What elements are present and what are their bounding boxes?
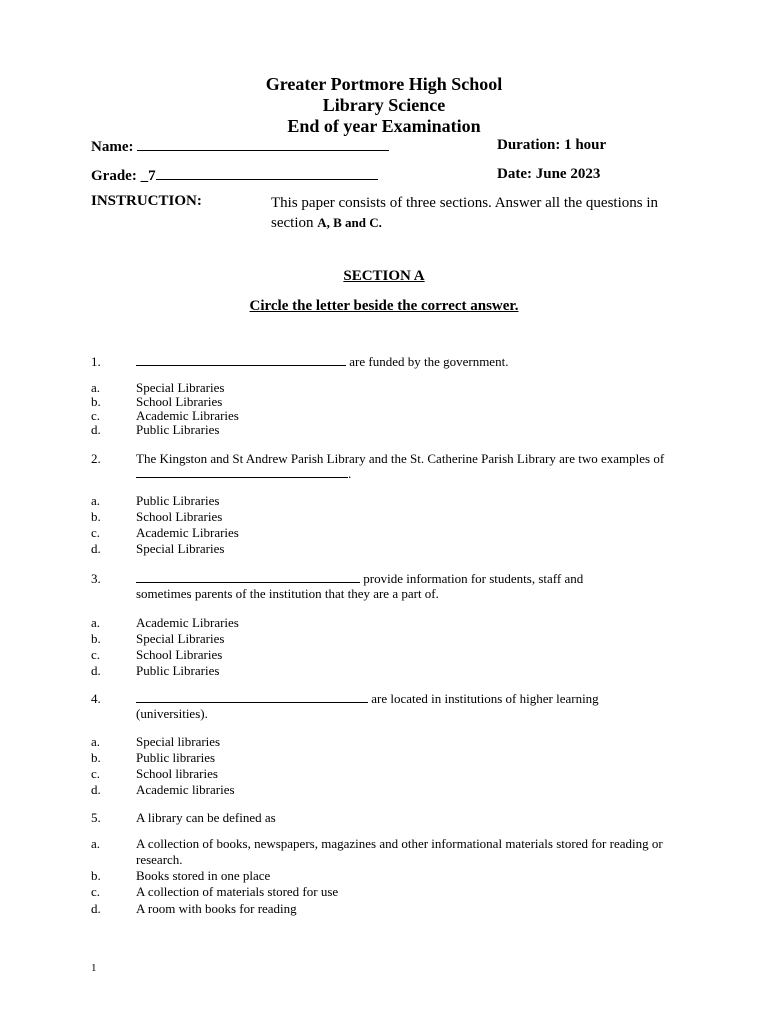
option-letter: b. — [91, 631, 101, 646]
option-letter: b. — [91, 750, 101, 765]
option-text: Special Libraries — [136, 380, 225, 395]
answer-blank — [136, 691, 368, 703]
grade-blank — [156, 165, 378, 180]
option-letter: a. — [91, 493, 101, 508]
option-letter: c. — [91, 884, 101, 899]
option-text: Special libraries — [136, 734, 221, 749]
question-number: 1. — [91, 354, 101, 369]
option-letter: c. — [91, 647, 101, 662]
option-letter: a. — [91, 734, 101, 749]
name-field — [91, 136, 389, 156]
instruction-label: INSTRUCTION: — [91, 193, 202, 209]
option-letter: b. — [91, 394, 101, 409]
answer-blank — [136, 571, 360, 583]
option-letter: d. — [91, 901, 101, 916]
option-letter: d. — [91, 541, 101, 556]
question-text: provide information for students, staff and sometimes parents of the institution that they are a part of. — [136, 571, 584, 601]
option-text: Special Libraries — [136, 631, 225, 646]
option-letter: c. — [91, 408, 101, 423]
school-name: Greater Portmore High School — [265, 74, 503, 94]
option-letter: d. — [91, 663, 101, 678]
question-text: The Kingston and St Andrew Parish Library and the St. Catherine Parish Library are two examples of . — [136, 451, 665, 481]
name-blank — [137, 136, 389, 151]
option-text: School libraries — [136, 766, 218, 781]
grade-label: Grade: _7 — [91, 168, 156, 184]
option-letter: b. — [91, 509, 101, 524]
question-text: are located in institutions of higher learning (universities). — [136, 691, 599, 721]
option-text: Public libraries — [136, 750, 216, 765]
duration: Duration: 1 hour — [497, 137, 607, 153]
question-number: 4. — [91, 691, 101, 706]
instruction-main: This paper consists of three sections. Answer all the questions in section — [271, 195, 659, 231]
option-text: Special Libraries — [136, 541, 225, 556]
question-text: are funded by the government. — [136, 354, 681, 369]
option-text: A collection of materials stored for use — [136, 884, 339, 899]
option-letter: a. — [91, 615, 101, 630]
answer-blank — [136, 466, 348, 478]
option-text: School Libraries — [136, 394, 223, 409]
instruction-sections: A, B and C. — [317, 215, 382, 230]
option-letter: c. — [91, 525, 101, 540]
answer-blank — [136, 354, 346, 366]
option-text: Academic Libraries — [136, 525, 239, 540]
name-label: Name: — [91, 139, 134, 155]
question-number: 5. — [91, 810, 101, 825]
option-text: Academic Libraries — [136, 615, 239, 630]
option-text: A collection of books, newspapers, magazines and other informational materials stored for reading or research. — [136, 836, 663, 867]
page-number: 1 — [91, 962, 97, 974]
exam-title: End of year Examination — [287, 116, 481, 136]
option-letter: d. — [91, 422, 101, 437]
subject-title: Library Science — [322, 95, 446, 115]
section-title: SECTION A — [343, 268, 425, 284]
question-number: 3. — [91, 571, 101, 586]
option-letter: d. — [91, 782, 101, 797]
option-text: Books stored in one place — [136, 868, 271, 883]
exam-date: Date: June 2023 — [497, 166, 601, 182]
instruction-text — [271, 193, 671, 233]
option-text: A room with books for reading — [136, 901, 297, 916]
option-text: Academic libraries — [136, 782, 235, 797]
option-letter: b. — [91, 868, 101, 883]
section-direction: Circle the letter beside the correct answer. — [249, 298, 519, 314]
option-text: Academic Libraries — [136, 408, 239, 423]
option-letter: a. — [91, 836, 101, 851]
option-letter: a. — [91, 380, 101, 395]
question-text: A library can be defined as — [136, 810, 276, 825]
question-number: 2. — [91, 451, 101, 466]
grade-field — [91, 165, 378, 185]
option-text: Public Libraries — [136, 493, 220, 508]
option-text: School Libraries — [136, 509, 223, 524]
option-letter: c. — [91, 766, 101, 781]
option-text: Public Libraries — [136, 422, 220, 437]
option-text: Public Libraries — [136, 663, 220, 678]
option-text: School Libraries — [136, 647, 223, 662]
